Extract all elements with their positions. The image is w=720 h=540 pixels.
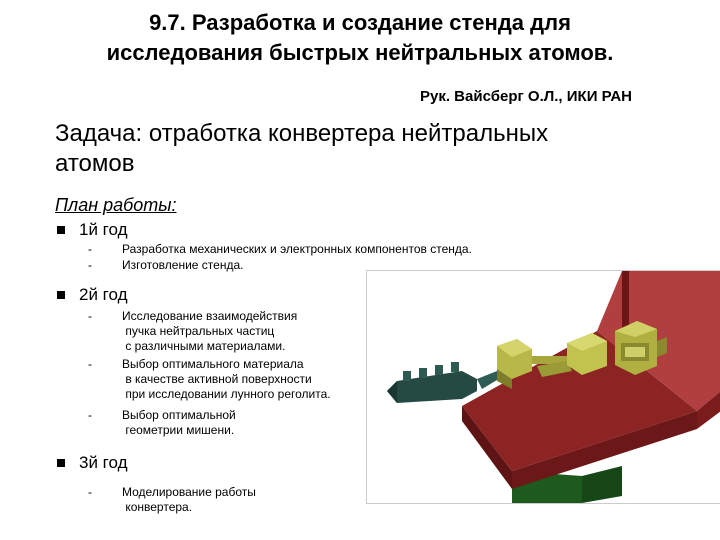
title-line-2: исследования быстрых нейтральных атомов. [106, 40, 614, 65]
base-block-side [582, 466, 622, 503]
beam-fin [435, 365, 443, 375]
title-line-1: 9.7. Разработка и создание стенда для [149, 10, 571, 35]
equipment-window-inner [625, 347, 645, 357]
year-3-item-1: Моделирование работы конвертера. [122, 485, 256, 514]
dash-marker: - [88, 485, 92, 499]
dash-marker: - [88, 408, 92, 422]
year-2-item-1: Исследование взаимодействия пучка нейтральных частиц с различными материалами. [122, 309, 298, 353]
dash-marker: - [88, 242, 92, 256]
slide-title [0, 8, 720, 68]
task-heading [55, 119, 655, 179]
dash-marker: - [88, 309, 92, 323]
author-label: Рук. Вайсберг О.Л., ИКИ РАН [419, 88, 632, 105]
beam-line-end [387, 381, 397, 403]
beam-fin [451, 362, 459, 372]
year-2-label: 2й год [79, 285, 128, 304]
beam-fin [403, 371, 411, 381]
stand-model-image [366, 270, 720, 504]
beam-line [387, 371, 477, 403]
year-2-item-3: Выбор оптимальной геометрии мишени. [122, 408, 236, 437]
year-1-bullet [57, 220, 128, 240]
dash-marker: - [88, 357, 92, 371]
year-2-bullet [57, 285, 128, 305]
year-1-item-2: Изготовление стенда. [122, 258, 244, 272]
task-line-1: Задача: отработка конвертера нейтральных [55, 120, 549, 147]
task-line-2: атомов [55, 150, 135, 177]
year-3-bullet [57, 453, 128, 473]
year-2-item-2: Выбор оптимального материала в качестве активной поверхности при исследовании лунного реголита. [122, 357, 331, 401]
year-3-label: 3й год [79, 453, 128, 472]
beam-fin [419, 368, 427, 378]
square-bullet-icon [57, 459, 65, 467]
plan-title: План работы: [55, 195, 177, 215]
year-1-item-1: Разработка механических и электронных компонентов стенда. [122, 242, 472, 256]
year-1-label: 1й год [79, 220, 128, 239]
dash-marker: - [88, 258, 92, 272]
square-bullet-icon [57, 291, 65, 299]
stand-model-drawing [367, 271, 720, 503]
square-bullet-icon [57, 226, 65, 234]
